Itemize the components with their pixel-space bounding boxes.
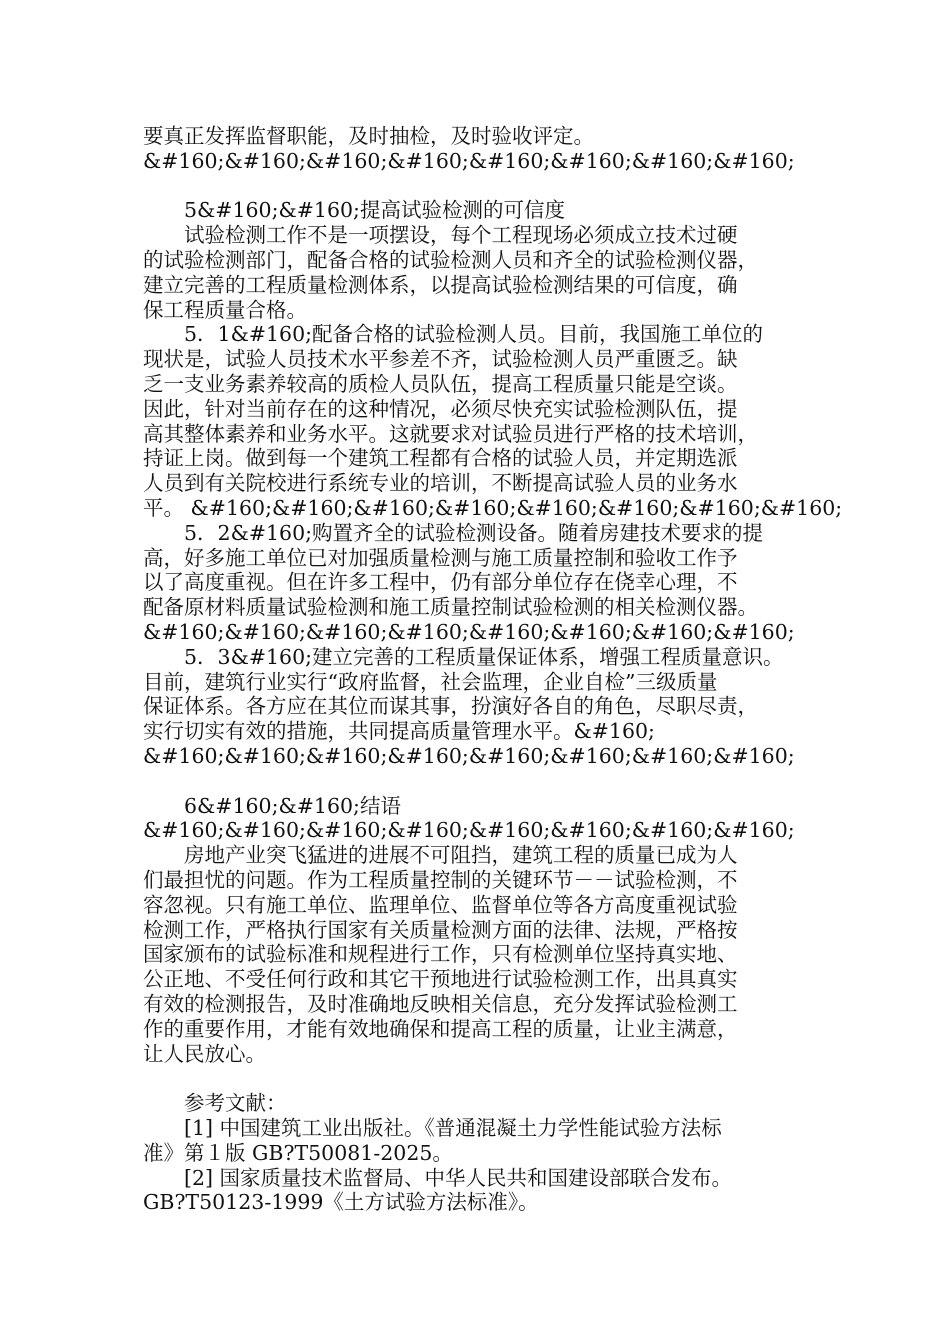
text-line: &#160;&#160;&#160;&#160;&#160;&#160;&#160;&#160; [143, 818, 795, 843]
text-line: 让人民放心。 [143, 1041, 266, 1066]
text-line: 国家颁布的试验标准和规程进行工作，只有检测单位坚持真实地、 [143, 942, 738, 967]
text-line: 房地产业突飞猛进的进展不可阻挡，建筑工程的质量已成为人 [143, 843, 738, 868]
text-line: &#160;&#160;&#160;&#160;&#160;&#160;&#160;&#160; [143, 744, 795, 768]
text-line: 6&#160;&#160;结语 [143, 793, 401, 818]
text-line: 因此，针对当前存在的这种情况，必须尽快充实试验检测队伍，提 [143, 396, 738, 421]
text-line: 容忽视。只有施工单位、监理单位、监督单位等各方高度重视试验 [143, 892, 738, 917]
text-line: 5．2&#160;购置齐全的试验检测设备。随着房建技术要求的提 [143, 520, 764, 545]
text-line: 检测工作，严格执行国家有关质量检测方面的法律、法规，严格按 [143, 917, 738, 942]
text-line: 建立完善的工程质量检测体系，以提高试验检测结果的可信度，确 [143, 272, 738, 297]
text-line: 试验检测工作不是一项摆设，每个工程现场必须成立技术过硬 [143, 223, 738, 248]
text-line: 现状是，试验人员技术水平参差不齐，试验检测人员严重匮乏。缺 [143, 347, 738, 372]
text-line: 持证上岗。做到每一个建筑工程都有合格的试验人员，并定期选派 [143, 446, 738, 471]
text-line: 配备原材料质量试验检测和施工质量控制试验检测的相关检测仪器。 [143, 595, 758, 620]
text-line: 实行切实有效的措施，共同提高质量管理水平。&#160; [143, 719, 655, 744]
text-line: &#160;&#160;&#160;&#160;&#160;&#160;&#160;&#160; [143, 148, 795, 173]
text-line: 要真正发挥监督职能，及时抽检，及时验收评定。 [143, 124, 594, 148]
text-line: &#160;&#160;&#160;&#160;&#160;&#160;&#160;&#160; [143, 620, 795, 644]
text-line: 目前，建筑行业实行“政府监督，社会监理，企业自检”三级质量 [143, 669, 718, 694]
text-line: [2] 国家质量技术监督局、中华人民共和国建设部联合发布。 [143, 1165, 733, 1190]
text-line: 准》第１版 GB?T50081-2025。 [143, 1140, 453, 1165]
text-line: 保证体系。各方应在其位而谋其事，扮演好各自的角色，尽职尽责， [143, 694, 758, 719]
text-line: 乏一支业务素养较高的质检人员队伍，提高工程质量只能是空谈。 [143, 372, 738, 396]
text-line: 5&#160;&#160;提高试验检测的可信度 [143, 198, 565, 223]
text-line: 高，好多施工单位已对加强质量检测与施工质量控制和验收工作予 [143, 545, 738, 570]
text-line: 人员到有关院校进行系统专业的培训，不断提高试验人员的业务水 [143, 471, 738, 496]
text-line: [1] 中国建筑工业出版社。《普通混凝土力学性能试验方法标 [143, 1116, 722, 1140]
text-line: 有效的检测报告，及时准确地反映相关信息，充分发挥试验检测工 [143, 992, 738, 1016]
text-line: 参考文献： [143, 1091, 287, 1116]
text-line: GB?T50123-1999《土方试验方法标准》。 [143, 1190, 539, 1215]
text-line: 作的重要作用，才能有效地确保和提高工程的质量，让业主满意， [143, 1016, 738, 1041]
text-line: 们最担忧的问题。作为工程质量控制的关键环节－－试验检测，不 [143, 868, 738, 892]
text-line: 公正地、不受任何行政和其它干预地进行试验检测工作，出具真实 [143, 967, 738, 992]
text-line: 5．1&#160;配备合格的试验检测人员。目前，我国施工单位的 [143, 322, 764, 347]
text-line: 以了高度重视。但在许多工程中，仍有部分单位存在侥幸心理，不 [143, 570, 738, 595]
text-line: 高其整体素养和业务水平。这就要求对试验员进行严格的技术培训， [143, 421, 758, 446]
text-line: 的试验检测部门，配备合格的试验检测人员和齐全的试验检测仪器， [143, 248, 758, 272]
text-line: 平。 &#160;&#160;&#160;&#160;&#160;&#160;&#160;&#160; [143, 496, 843, 520]
text-line: 5．3&#160;建立完善的工程质量保证体系，增强工程质量意识。 [143, 644, 784, 669]
text-line: 保工程质量合格。 [143, 297, 307, 322]
